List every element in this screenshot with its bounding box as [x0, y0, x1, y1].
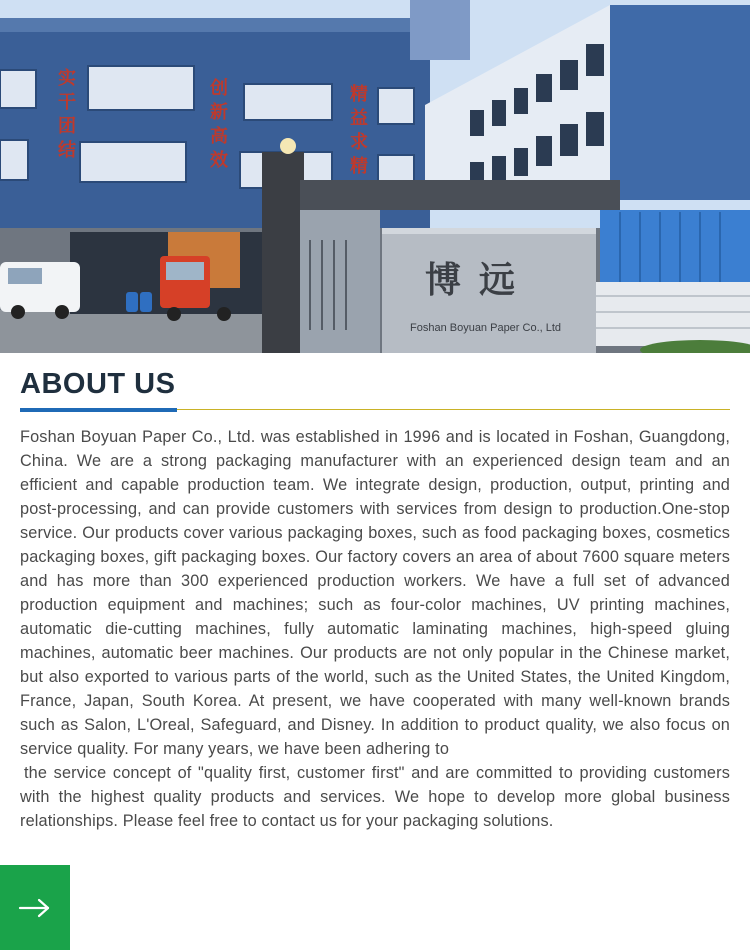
- svg-text:创: 创: [210, 78, 228, 99]
- svg-text:结: 结: [58, 140, 76, 161]
- next-arrow-button[interactable]: [0, 865, 70, 950]
- svg-text:团: 团: [58, 116, 76, 137]
- svg-text:高: 高: [210, 126, 228, 147]
- gate-english-sign: Foshan Boyuan Paper Co., Ltd: [410, 322, 562, 334]
- about-us-body: [20, 425, 730, 833]
- about-paragraph-1: Foshan Boyuan Paper Co., Ltd. was established in 1996 and is located in Foshan, Guangdong, China. We are a strong packaging manufacturer with an experienced design team and an efficient and capable production team. We integrate design, production, output, printing and post-processing, and can provide customers with services from design to production.One-stop service. Our products cover various packaging boxes, such as food packaging boxes, cosmetics packaging boxes, gift packaging boxes. Our factory covers an area of about 7600 square meters and has more than 300 experienced production workers. We have a full set of advanced production equipment and machines; such as four-color machines, UV printing machines, automatic die-cutting machines, fully automatic laminating machines, high-speed gluing machines, automatic beer machines. Our products are not only popular in the Chinese market, but also exported to various parts of the world, such as the United States, the United Kingdom, France, Japan, South Korea. At present, we have cooperated with many well-known brands such as Salon, L'Oreal, Safeguard, and Disney. In addition to product quality, we also focus on service quality. For many years, we have been adhering to: [20, 428, 730, 758]
- gate-chinese-sign: 博远: [425, 259, 534, 301]
- title-accent-bar: [20, 408, 177, 412]
- svg-text:新: 新: [210, 102, 228, 123]
- about-paragraph-2: the service concept of "quality first, customer first" and are committed to providing customers with the highest quality products and services. We hope to develop more global business relationships. Please feel free to contact us for your packaging solutions.: [20, 764, 730, 830]
- svg-text:精: 精: [350, 156, 368, 177]
- svg-text:益: 益: [350, 108, 368, 129]
- svg-text:精: 精: [350, 84, 368, 105]
- about-us-title: ABOUT US: [20, 368, 176, 400]
- factory-illustration: [0, 0, 750, 353]
- svg-text:实: 实: [58, 68, 76, 89]
- arrow-right-icon: [18, 898, 52, 918]
- svg-text:求: 求: [350, 132, 368, 153]
- hero-factory-photo: [0, 0, 750, 353]
- svg-text:效: 效: [210, 150, 228, 171]
- svg-text:干: 干: [58, 92, 76, 113]
